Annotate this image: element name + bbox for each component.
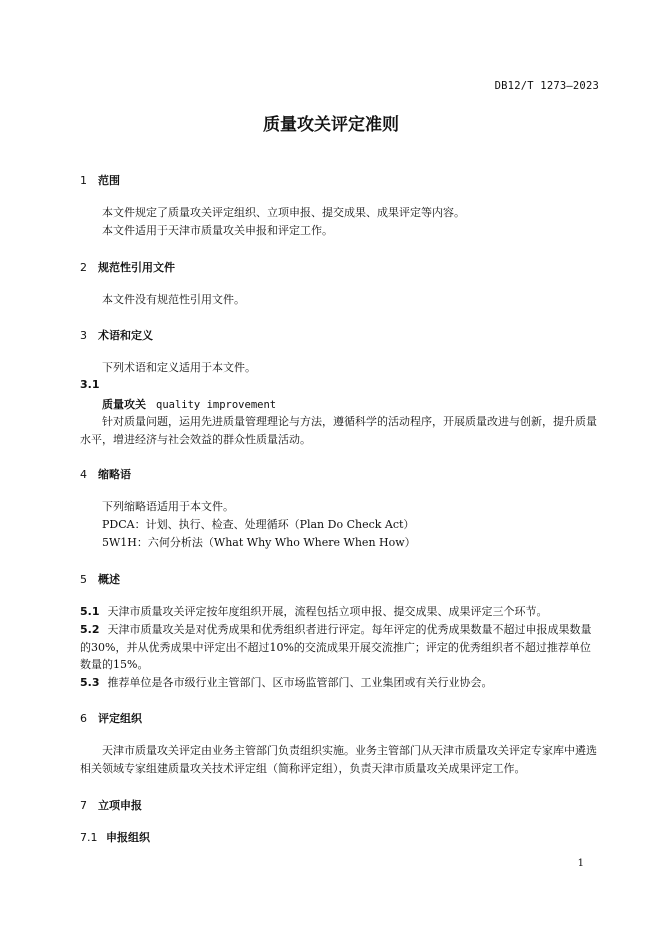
- document-title: 质量攻关评定准则: [263, 115, 399, 135]
- section-title: 概述: [98, 573, 120, 586]
- section-title: 评定组织: [98, 712, 142, 725]
- abbreviation-entry: 5W1H：六何分析法（What Why Who Where When How）: [102, 536, 416, 549]
- clause-number: 5.3: [80, 676, 100, 689]
- section-number: 1: [80, 174, 87, 187]
- section-heading-3: [80, 327, 153, 343]
- section-title: 规范性引用文件: [98, 261, 175, 274]
- section-title: 缩略语: [98, 468, 131, 481]
- clause-text: 推荐单位是各市级行业主管部门、区市场监管部门、工业集团或有关行业协会。: [107, 676, 493, 689]
- section-title: 术语和定义: [98, 329, 153, 342]
- section-heading-6: [80, 710, 142, 726]
- paragraph: 天津市质量攻关评定由业务主管部门负责组织实施。业务主管部门从天津市质量攻关评定专家库中遴选相关领域专家组建质量攻关技术评定组（简称评定组），负责天津市质量攻关成果评定工作。: [80, 744, 597, 775]
- term-definition: 针对质量问题，运用先进质量管理理论与方法，遵循科学的活动程序，开展质量改进与创新，提升质量水平，增进经济与社会效益的群众性质量活动。: [80, 415, 597, 446]
- clause-number: 5.1: [80, 605, 100, 618]
- clause-text: 天津市质量攻关评定按年度组织开展，流程包括立项申报、提交成果、成果评定三个环节。: [107, 605, 548, 618]
- paragraph: 本文件规定了质量攻关评定组织、立项申报、提交成果、成果评定等内容。: [102, 206, 465, 219]
- term-english: quality improvement: [156, 399, 277, 411]
- term-chinese: 质量攻关: [102, 398, 146, 411]
- section-number: 7: [80, 799, 87, 812]
- abbreviation-entry: PDCA：计划、执行、检查、处理循环（Plan Do Check Act）: [102, 518, 415, 531]
- paragraph: 本文件没有规范性引用文件。: [102, 293, 245, 306]
- clause-5-3: [80, 674, 600, 692]
- section-title: 立项申报: [98, 799, 142, 812]
- section-number: 4: [80, 468, 87, 481]
- term-heading: [102, 396, 276, 412]
- clause-text: 天津市质量攻关是对优秀成果和优秀组织者进行评定。每年评定的优秀成果数量不超过申报成果数量的30%，并从优秀成果中评定出不超过10%的交流成果开展交流推广；评定的优秀组织者不超过推荐单位数量的15%。: [80, 623, 592, 671]
- paragraph: 本文件适用于天津市质量攻关申报和评定工作。: [102, 224, 333, 237]
- document-code: DB12/T 1273—2023: [494, 80, 599, 92]
- subsection-heading-7-1: [80, 829, 150, 845]
- term-number: 3.1: [80, 378, 100, 391]
- clause-5-1: [80, 603, 600, 621]
- clause-5-2: [80, 621, 600, 674]
- section-number: 5: [80, 573, 87, 586]
- section-title: 范围: [98, 174, 120, 187]
- paragraph: 下列术语和定义适用于本文件。: [102, 361, 256, 374]
- section-heading-1: [80, 172, 120, 188]
- section-number: 2: [80, 261, 87, 274]
- subsection-number: 7.1: [80, 831, 98, 844]
- page-number: 1: [577, 858, 584, 869]
- section-number: 6: [80, 712, 87, 725]
- paragraph: 下列缩略语适用于本文件。: [102, 500, 234, 513]
- section-heading-5: [80, 571, 120, 587]
- subsection-title: 申报组织: [106, 831, 150, 844]
- clause-number: 5.2: [80, 623, 100, 636]
- section-heading-2: [80, 259, 175, 275]
- section-number: 3: [80, 329, 87, 342]
- section-heading-7: [80, 797, 142, 813]
- section-heading-4: [80, 466, 131, 482]
